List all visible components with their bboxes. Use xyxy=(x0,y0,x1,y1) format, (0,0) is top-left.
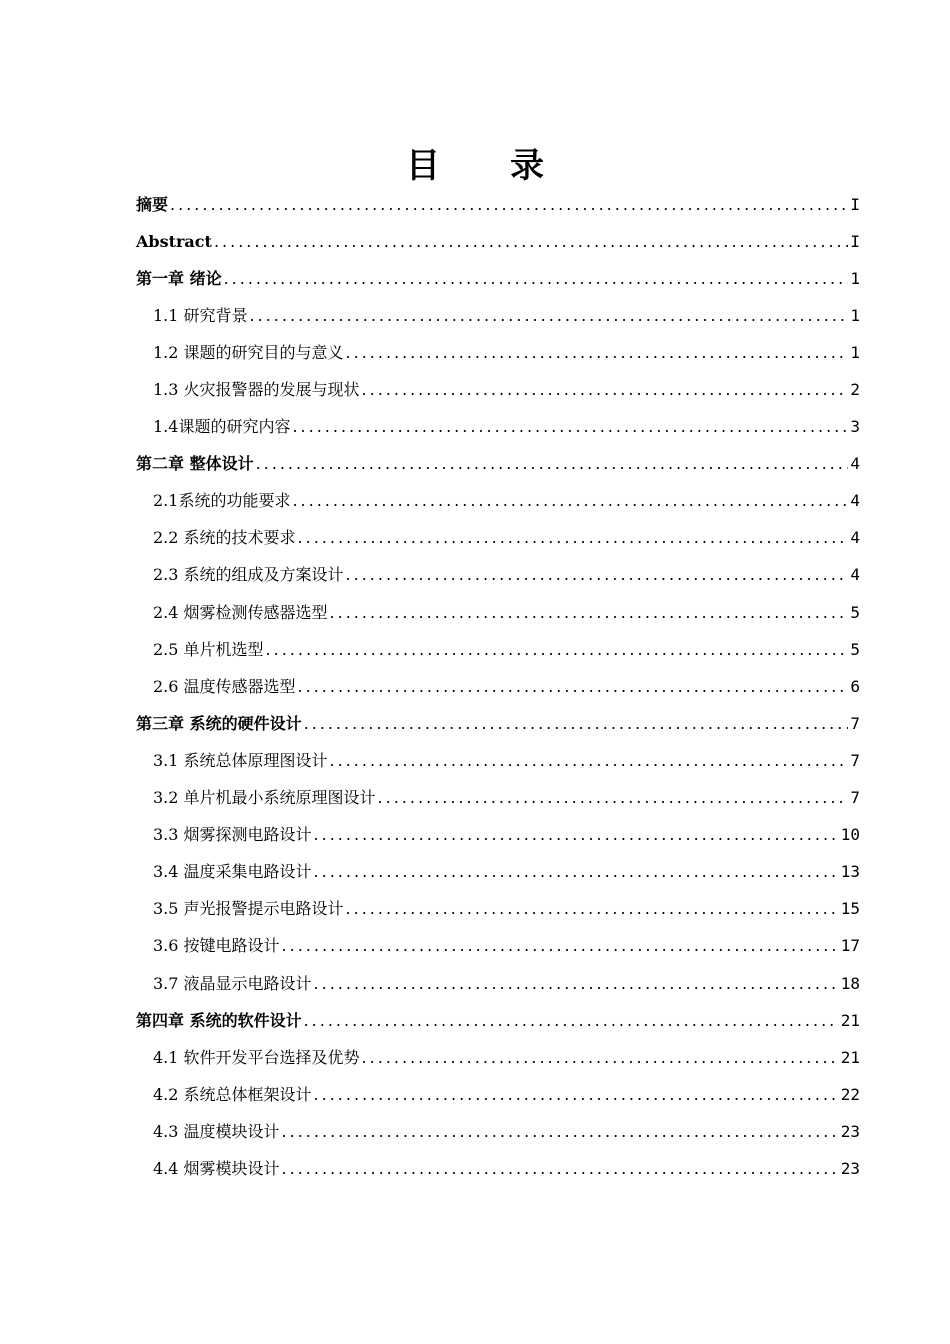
page-title xyxy=(0,143,950,189)
toc-entry-label: 1.1 研究背景 xyxy=(153,305,248,325)
toc-dot-leader xyxy=(346,343,849,363)
toc-dot-leader xyxy=(298,677,849,697)
toc-page-number: 21 xyxy=(840,1047,860,1067)
toc-entry-label: 1.2 课题的研究目的与意义 xyxy=(153,342,344,362)
toc-page-number: 1 xyxy=(850,268,860,288)
toc-entry-label: 摘要 xyxy=(136,194,169,214)
toc-page-number: 1 xyxy=(850,305,860,325)
toc-chapter-entry[interactable] xyxy=(136,1002,860,1039)
toc-entry-label: 3.3 烟雾探测电路设计 xyxy=(153,825,312,845)
toc-entry-label: 2.1系统的功能要求 xyxy=(153,491,291,511)
toc-dot-leader xyxy=(346,565,849,585)
toc-page-number: 21 xyxy=(840,1010,860,1030)
toc-section-entry[interactable] xyxy=(136,854,860,891)
toc-entry-label: 4.3 温度模块设计 xyxy=(153,1121,280,1141)
toc-page-number: 6 xyxy=(850,676,860,696)
toc-section-entry[interactable] xyxy=(136,742,860,779)
toc-section-entry[interactable] xyxy=(136,483,860,520)
toc-chapter-entry[interactable] xyxy=(136,260,860,297)
page-title-char-1: 目 xyxy=(406,146,440,186)
toc-page-number: 5 xyxy=(850,602,860,622)
toc-section-entry[interactable] xyxy=(136,817,860,854)
toc-section-entry[interactable] xyxy=(136,1113,860,1150)
toc-chapter-entry[interactable] xyxy=(136,446,860,483)
toc-entry-label: 4.2 系统总体框架设计 xyxy=(153,1084,312,1104)
toc-entry-label: 3.4 温度采集电路设计 xyxy=(153,862,312,882)
toc-dot-leader xyxy=(282,936,839,956)
toc-dot-leader xyxy=(224,269,849,289)
toc-section-entry[interactable] xyxy=(136,594,860,631)
toc-entry-label: 2.2 系统的技术要求 xyxy=(153,528,296,548)
toc-entry-label: 2.3 系统的组成及方案设计 xyxy=(153,565,344,585)
toc-entry-label: 3.2 单片机最小系统原理图设计 xyxy=(153,788,376,808)
toc-dot-leader xyxy=(170,195,848,215)
toc-dot-leader xyxy=(214,232,848,252)
toc-dot-leader xyxy=(330,751,849,771)
page-title-char-2: 录 xyxy=(510,146,544,186)
toc-section-entry[interactable] xyxy=(136,928,860,965)
toc-entry-label: 2.6 温度传感器选型 xyxy=(153,676,296,696)
toc-section-entry[interactable] xyxy=(136,557,860,594)
toc-entry-label: 1.3 火灾报警器的发展与现状 xyxy=(153,380,360,400)
toc-page-number: 3 xyxy=(850,417,860,437)
toc-section-entry[interactable] xyxy=(136,409,860,446)
toc-dot-leader xyxy=(292,417,848,437)
toc-page-number: 18 xyxy=(840,973,860,993)
toc-dot-leader xyxy=(266,640,849,660)
toc-section-entry[interactable] xyxy=(136,371,860,408)
toc-entry-label: Abstract xyxy=(136,231,212,251)
toc-page-number: 13 xyxy=(840,862,860,882)
toc-chapter-entry[interactable] xyxy=(136,223,860,260)
toc-entry-label: 3.5 声光报警提示电路设计 xyxy=(153,899,344,919)
toc-page-number: 7 xyxy=(850,750,860,770)
toc-section-entry[interactable] xyxy=(136,1039,860,1076)
toc-entry-label: 1.4课题的研究内容 xyxy=(153,417,291,437)
toc-page-number: 4 xyxy=(850,491,860,511)
toc-dot-leader xyxy=(298,528,849,548)
toc-entry-label: 3.6 按键电路设计 xyxy=(153,936,280,956)
toc-entry-label: 第二章 整体设计 xyxy=(136,454,254,474)
toc-chapter-entry[interactable] xyxy=(136,705,860,742)
toc-page-number: 7 xyxy=(850,788,860,808)
toc-section-entry[interactable] xyxy=(136,334,860,371)
toc-page-number: 23 xyxy=(840,1158,860,1178)
toc-page-number: 4 xyxy=(850,454,860,474)
toc-dot-leader xyxy=(250,306,849,326)
toc-dot-leader xyxy=(282,1122,839,1142)
toc-dot-leader xyxy=(256,454,849,474)
toc-entry-label: 第四章 系统的软件设计 xyxy=(136,1010,302,1030)
toc-entry-label: 3.7 液晶显示电路设计 xyxy=(153,973,312,993)
toc-page-number: I xyxy=(850,194,860,214)
toc-dot-leader xyxy=(330,603,849,623)
toc-page-number: 2 xyxy=(850,380,860,400)
toc-dot-leader xyxy=(314,974,839,994)
toc-section-entry[interactable] xyxy=(136,1150,860,1187)
toc-section-entry[interactable] xyxy=(136,520,860,557)
toc-section-entry[interactable] xyxy=(136,965,860,1002)
toc-dot-leader xyxy=(314,862,839,882)
toc-page-number: 17 xyxy=(840,936,860,956)
toc-page-number: 15 xyxy=(840,899,860,919)
toc-entry-label: 第一章 绪论 xyxy=(136,268,222,288)
toc-section-entry[interactable] xyxy=(136,891,860,928)
toc-entry-label: 2.5 单片机选型 xyxy=(153,639,264,659)
toc-page-number: 23 xyxy=(840,1121,860,1141)
toc-dot-leader xyxy=(346,899,839,919)
toc-dot-leader xyxy=(304,1011,839,1031)
toc-dot-leader xyxy=(292,491,848,511)
toc-dot-leader xyxy=(314,1085,839,1105)
toc-page-number: 5 xyxy=(850,639,860,659)
toc-page-number: I xyxy=(850,231,860,251)
table-of-contents xyxy=(136,186,860,1188)
toc-page-number: 7 xyxy=(850,713,860,733)
toc-dot-leader xyxy=(314,825,839,845)
toc-section-entry[interactable] xyxy=(136,780,860,817)
toc-entry-label: 3.1 系统总体原理图设计 xyxy=(153,750,328,770)
toc-dot-leader xyxy=(378,788,849,808)
toc-page-number: 22 xyxy=(840,1084,860,1104)
toc-dot-leader xyxy=(282,1159,839,1179)
toc-section-entry[interactable] xyxy=(136,297,860,334)
toc-entry-label: 2.4 烟雾检测传感器选型 xyxy=(153,602,328,622)
toc-page-number: 4 xyxy=(850,528,860,548)
toc-dot-leader xyxy=(304,714,849,734)
toc-section-entry[interactable] xyxy=(136,631,860,668)
toc-chapter-entry[interactable] xyxy=(136,186,860,223)
toc-entry-label: 4.4 烟雾模块设计 xyxy=(153,1158,280,1178)
toc-section-entry[interactable] xyxy=(136,668,860,705)
toc-dot-leader xyxy=(362,1048,839,1068)
toc-dot-leader xyxy=(362,380,849,400)
toc-section-entry[interactable] xyxy=(136,1076,860,1113)
toc-page-number: 10 xyxy=(840,825,860,845)
toc-page-number: 4 xyxy=(850,565,860,585)
toc-entry-label: 第三章 系统的硬件设计 xyxy=(136,713,302,733)
toc-page-number: 1 xyxy=(850,342,860,362)
toc-entry-label: 4.1 软件开发平台选择及优势 xyxy=(153,1047,360,1067)
